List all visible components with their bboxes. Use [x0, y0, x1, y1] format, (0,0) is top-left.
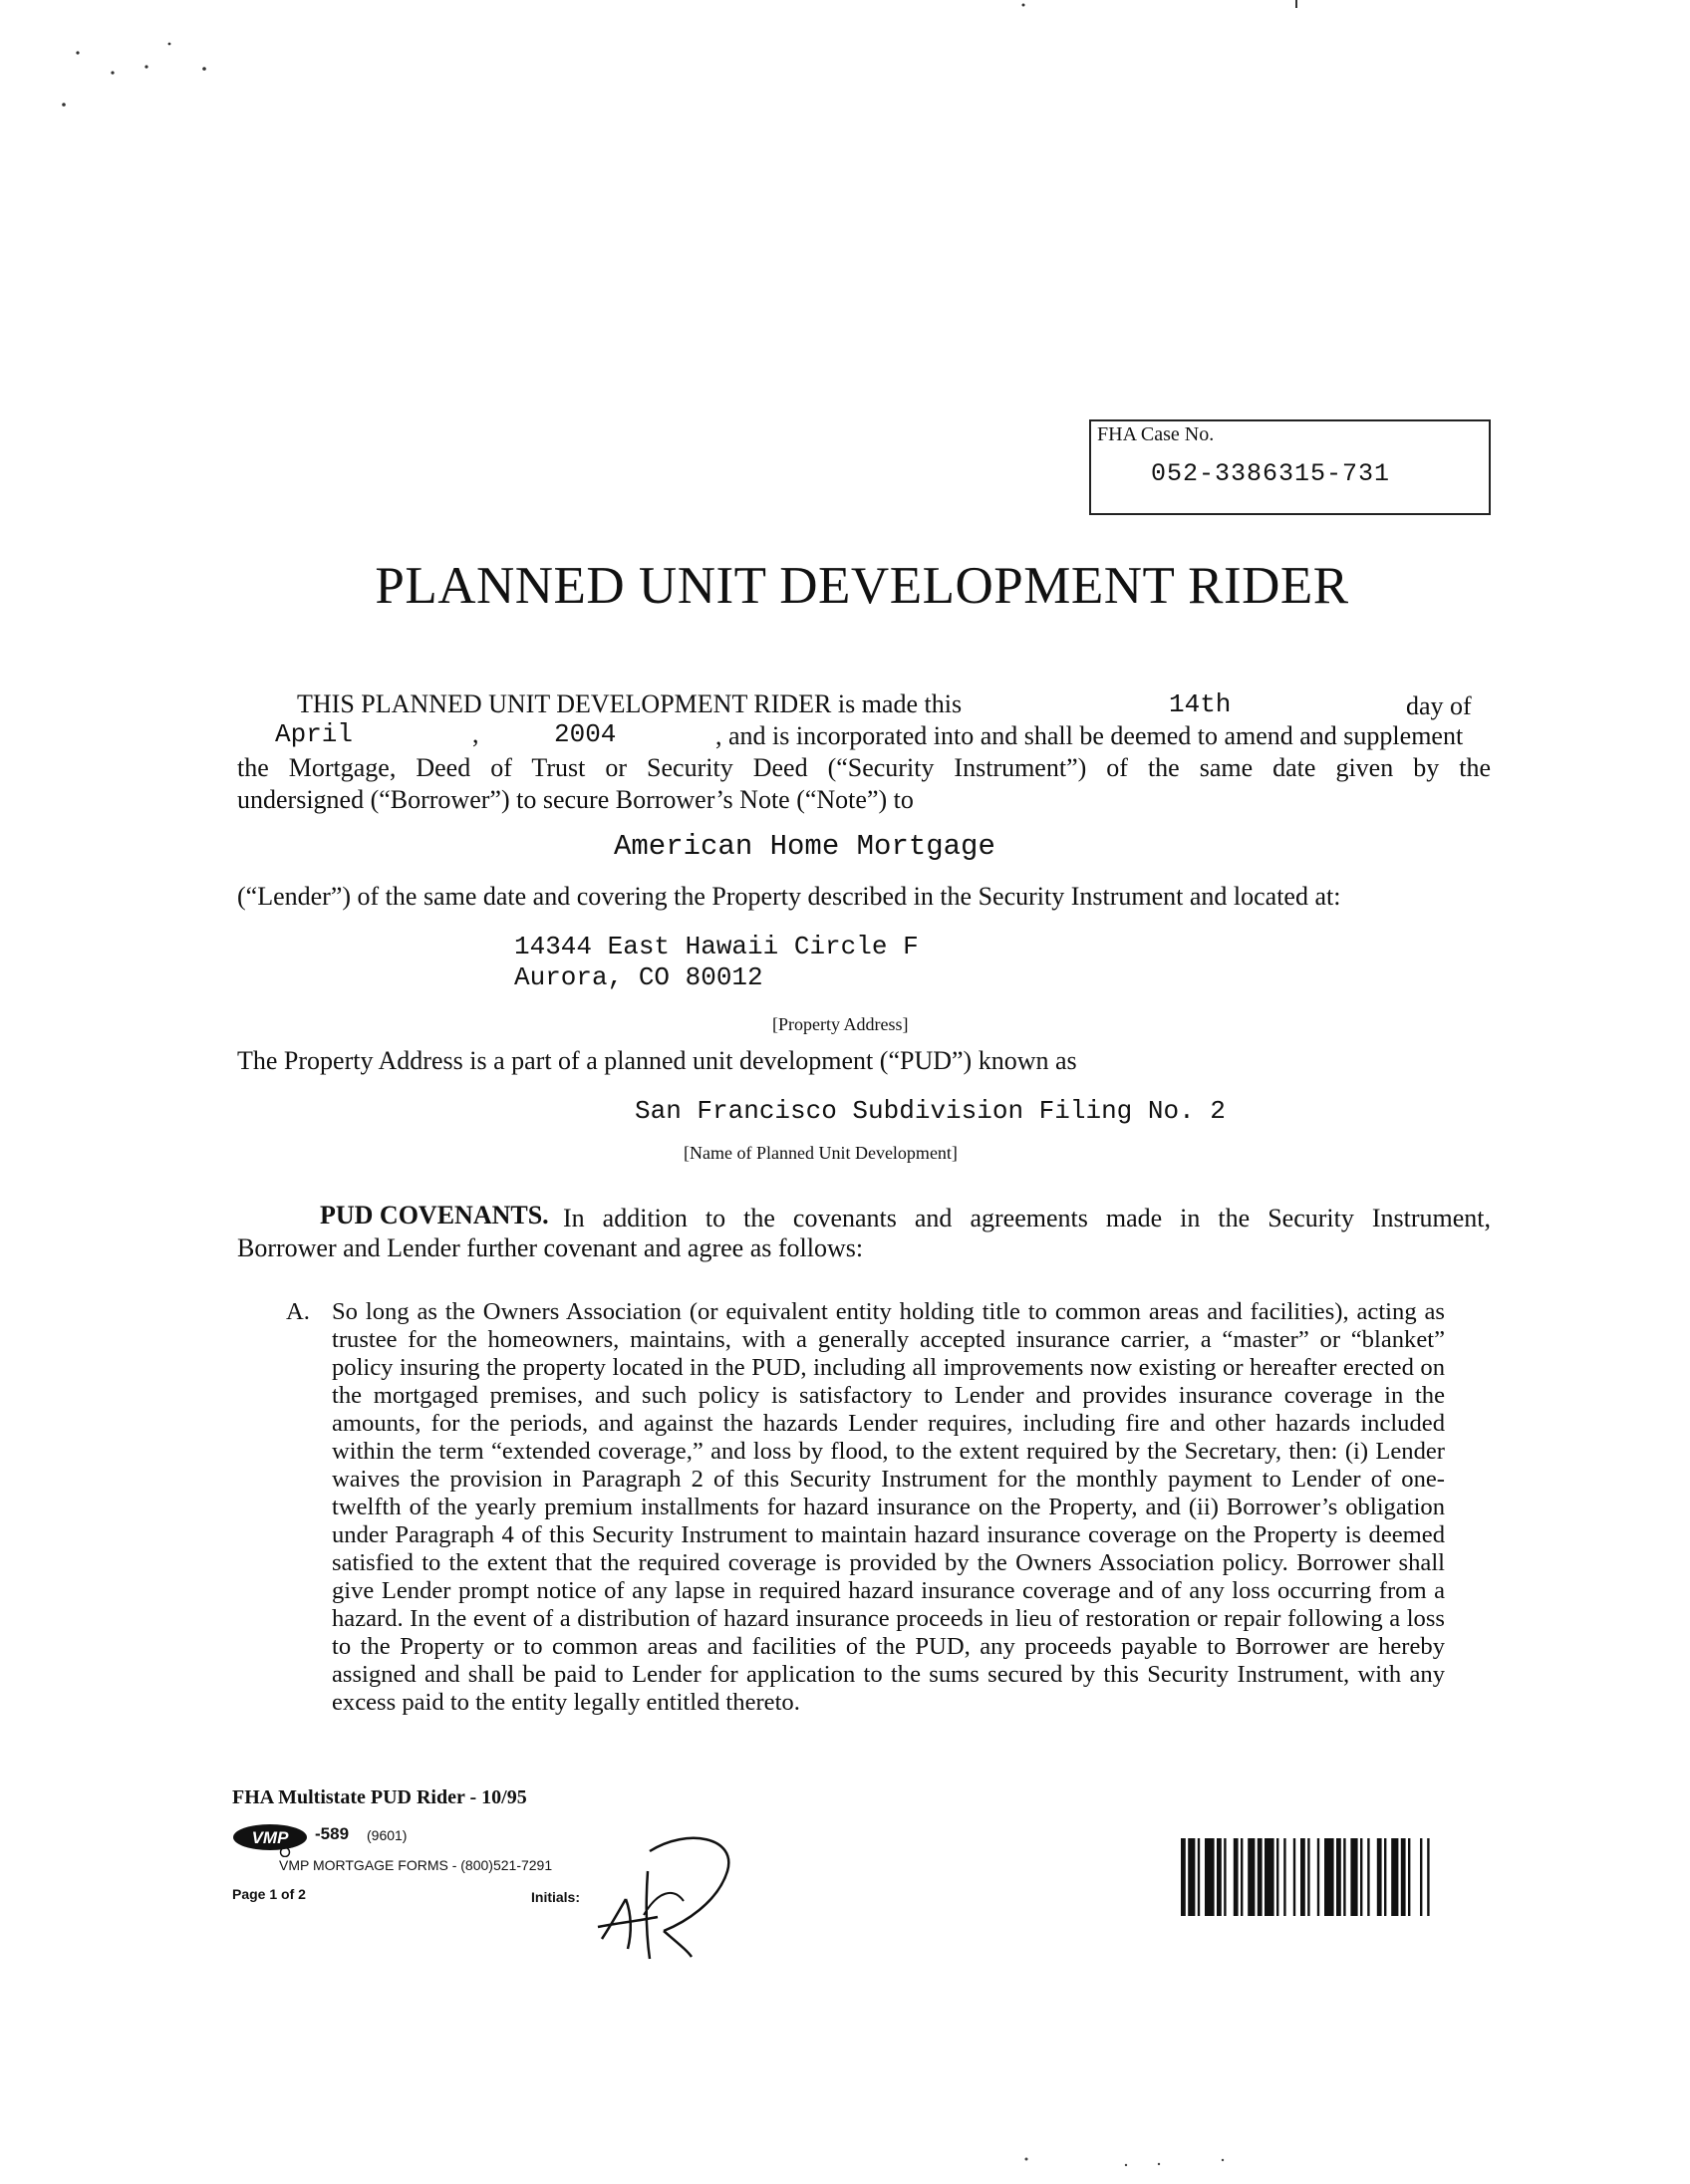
barcode-bar: [1188, 1838, 1195, 1916]
barcode-bar: [1198, 1838, 1200, 1916]
barcode-bar: [1241, 1838, 1243, 1916]
barcode-bar: [1401, 1838, 1406, 1916]
form-number: -589: [315, 1824, 350, 1843]
barcode-bar: [1181, 1838, 1186, 1916]
barcode-bar: [1391, 1838, 1398, 1916]
barcode-bar: [1300, 1838, 1305, 1916]
pud-name: San Francisco Subdivision Filing No. 2: [635, 1096, 1226, 1126]
barcode-image: [1181, 1838, 1480, 1918]
month-comma: ,: [472, 719, 479, 748]
intro-line4: undersigned (“Borrower”) to secure Borrower’s Note (“Note”) to: [237, 785, 914, 814]
vmp-logo-icon: [232, 1823, 312, 1857]
covenant-a-marker: A.: [286, 1298, 310, 1325]
intro-line1: THIS PLANNED UNIT DEVELOPMENT RIDER is made this: [297, 689, 963, 718]
property-address-line1: 14344 East Hawaii Circle F: [514, 932, 919, 961]
barcode-bar: [1205, 1838, 1215, 1916]
property-address-line2: Aurora, CO 80012: [514, 962, 763, 992]
handwritten-initials: [588, 1831, 747, 1961]
intro-line5: (“Lender”) of the same date and covering the Property described in the Security Instrument and located at:: [237, 882, 1341, 911]
lender-name: American Home Mortgage: [614, 830, 995, 863]
covenants-heading: PUD COVENANTS.: [320, 1201, 549, 1229]
covenant-a-text: So long as the Owners Association (or equivalent entity holding title to common areas and facilities), acting as trustee for the homeowners, maintains, with a generally accepted insurance carrier, a “master” or “blanket” policy insuring the property located in the PUD, including all improvements now existing or hereafter erected on the mortgaged premises, and such policy is satisfactory to Lender and provides insurance coverage in the amounts, for the periods, and against the hazards Lender requires, including fire and other hazards included within the term “extended coverage,” and loss by flood, to the extent required by the Secretary, then: (i) Lender waives the provision in Paragraph 2 of this Security Instrument for the monthly payment to Lender of one-twelfth of the yearly premium installments for hazard insurance on the Property, and (ii) Borrower’s obligation under Paragraph 4 of this Security Instrument to maintain hazard insurance coverage on the Property is deemed satisfied to the extent that the required coverage is provided by the Owners Association policy. Borrower shall give Lender prompt notice of any lapse in required hazard insurance coverage and of any loss occurring from a hazard. In the event of a distribution of hazard insurance proceeds in lieu of restoration or repair following a loss to the Property or to common areas and facilities of the PUD, any proceeds payable to Borrower are hereby assigned and shall be paid to Lender for application to the sums secured by this Security Instrument, with any excess paid to the entity legally entitled thereto.: [332, 1298, 1445, 1716]
barcode-bar: [1307, 1838, 1309, 1916]
intro-line2-tail: , and is incorporated into and shall be deemed to amend and supplement: [715, 721, 1464, 750]
barcode-bar: [1234, 1838, 1239, 1916]
document-title: PLANNED UNIT DEVELOPMENT RIDER: [375, 557, 1349, 615]
barcode-bar: [1336, 1838, 1341, 1916]
vendor-line: VMP MORTGAGE FORMS - (800)521-7291: [279, 1857, 553, 1873]
barcode-bar: [1224, 1838, 1226, 1916]
fha-case-box: [1089, 419, 1491, 515]
pud-line: The Property Address is a part of a planned unit development (“PUD”) known as: [237, 1046, 1077, 1075]
pud-name-caption: [Name of Planned Unit Development]: [684, 1143, 958, 1163]
barcode-bar: [1377, 1838, 1382, 1916]
page-number: Page 1 of 2: [232, 1886, 306, 1902]
barcode-bar: [1293, 1838, 1295, 1916]
form-name: FHA Multistate PUD Rider - 10/95: [232, 1786, 527, 1808]
form-version: (9601): [367, 1827, 408, 1843]
barcode-bar: [1384, 1838, 1386, 1916]
day-fill: 14th: [1169, 689, 1232, 719]
initials-label: Initials:: [531, 1889, 581, 1905]
fha-case-number: 052-3386315-731: [1151, 459, 1391, 488]
barcode-bar: [1427, 1838, 1429, 1916]
barcode-bar: [1324, 1838, 1334, 1916]
covenants-intro-line2: Borrower and Lender further covenant and agree as follows:: [237, 1233, 864, 1262]
barcode-bar: [1343, 1838, 1345, 1916]
barcode-bar: [1265, 1838, 1274, 1916]
barcode-bar: [1408, 1838, 1410, 1916]
barcode-bar: [1283, 1838, 1285, 1916]
barcode-bar: [1276, 1838, 1278, 1916]
barcode-bar: [1317, 1838, 1319, 1916]
property-address-caption: [Property Address]: [772, 1014, 909, 1034]
covenants-intro-tail: In addition to the covenants and agreements made in the Security Instrument,: [563, 1204, 1491, 1232]
vmp-logo-text: VMP: [251, 1828, 289, 1847]
month-fill: April: [275, 719, 354, 749]
barcode-bar: [1350, 1838, 1357, 1916]
day-of-text: day of: [1406, 691, 1472, 720]
barcode-bar: [1360, 1838, 1362, 1916]
barcode-bar: [1248, 1838, 1255, 1916]
barcode-bar: [1217, 1838, 1222, 1916]
fha-case-label: FHA Case No.: [1097, 423, 1215, 445]
barcode-bar: [1258, 1838, 1263, 1916]
barcode-bar: [1367, 1838, 1369, 1916]
intro-line3: the Mortgage, Deed of Trust or Security Deed (“Security Instrument”) of the same date given by the: [237, 753, 1491, 782]
barcode-bar: [1420, 1838, 1422, 1916]
year-fill: 2004: [554, 719, 617, 749]
